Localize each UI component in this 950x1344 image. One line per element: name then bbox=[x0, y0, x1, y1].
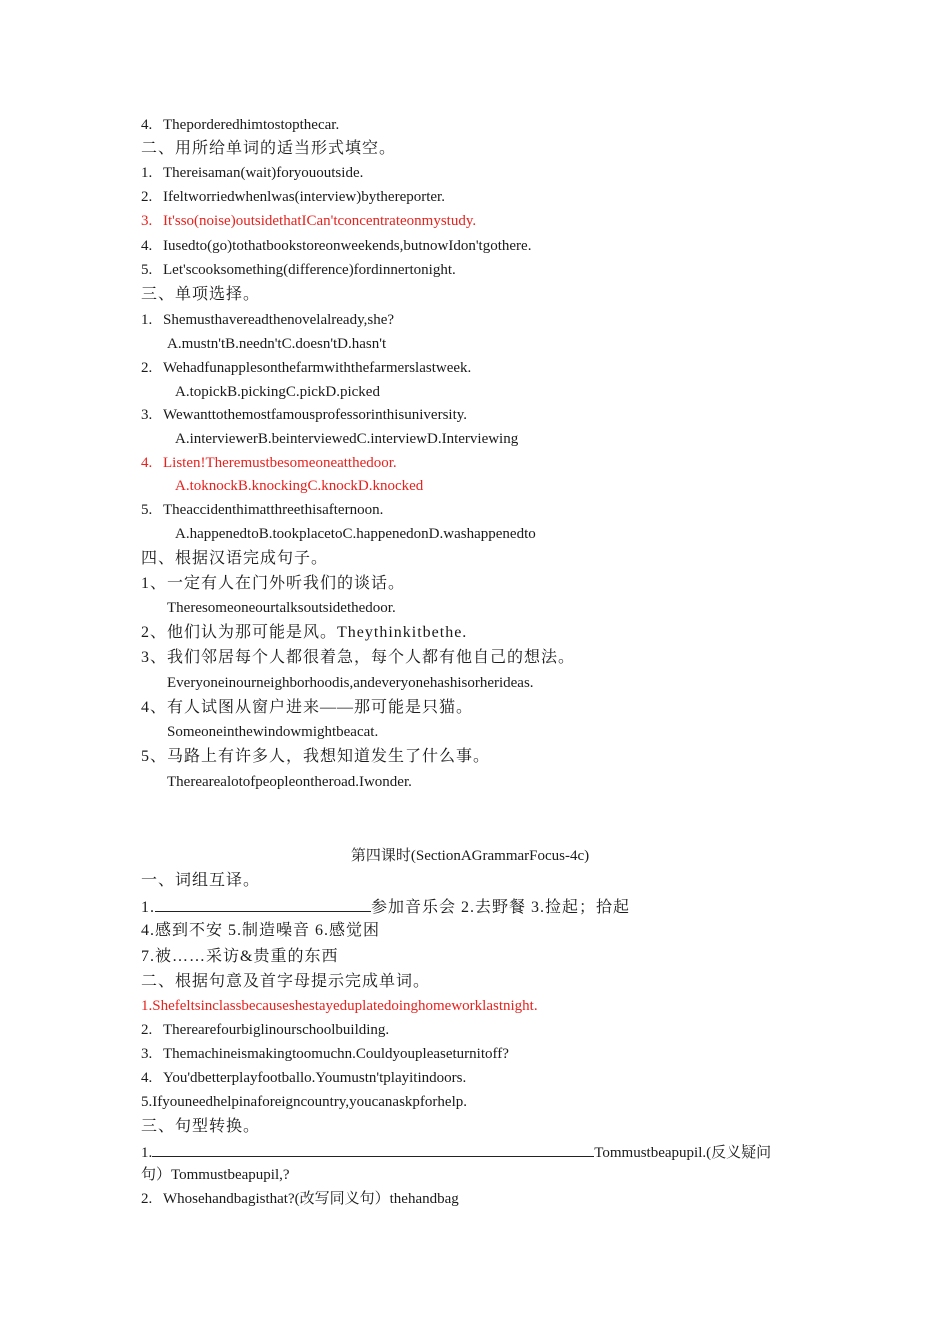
chinese-prompt: 5、马路上有许多人，我想知道发生了什么事。 bbox=[141, 748, 491, 765]
phrase-line: 7.被……采访&贵重的东西 bbox=[141, 948, 339, 965]
answer-options: A.interviewerB.beinterviewedC.interviewD.Interviewing bbox=[175, 431, 519, 447]
question-line: 4. Iusedto(go)tothatbookstoreonweekends,butnowIdon'tgothere. bbox=[141, 238, 532, 254]
question-line-highlighted: 1.Shefeltsinclassbecauseshestayeduplatedoinghomeworklastnight. bbox=[141, 998, 538, 1014]
chinese-prompt: 2、他们认为那可能是风。Theythinkitbethe. bbox=[141, 624, 468, 641]
section-heading: 三、句型转换。 bbox=[141, 1118, 261, 1135]
answer-options: A.topickB.pickingC.pickD.picked bbox=[175, 384, 380, 400]
phrase-line: 4.感到不安 5.制造噪音 6.感觉困 bbox=[141, 922, 381, 939]
chinese-prompt: 4、有人试图从窗户进来——那可能是只猫。 bbox=[141, 699, 474, 716]
question-line: 3. Themachineismakingtoomuchn.Couldyoupleaseturnitoff? bbox=[141, 1046, 509, 1062]
section-heading: 三、单项选择。 bbox=[141, 286, 261, 303]
phrase-line: 1. 参加音乐会 2.去野餐 3.捡起；拾起 bbox=[141, 896, 630, 918]
answer-options-highlighted: A.toknockB.knockingC.knockD.knocked bbox=[175, 478, 424, 494]
section-heading: 四、根据汉语完成句子。 bbox=[141, 550, 329, 567]
question-line: 2. Ifeltworriedwhenlwas(interview)bythereporter. bbox=[141, 189, 445, 205]
question-line: 5.Ifyouneedhelpinaforeigncountry,youcanaskpforhelp. bbox=[141, 1094, 467, 1110]
section-heading: 二、根据句意及首字母提示完成单词。 bbox=[141, 973, 431, 990]
answer-options: A.mustn'tB.needn'tC.doesn'tD.hasn't bbox=[167, 336, 387, 352]
section-heading: 一、词组互译。 bbox=[141, 872, 261, 889]
question-line: 4. Theporderedhimtostopthecar. bbox=[141, 117, 340, 133]
question-line-highlighted: 4. Listen!Theremustbesomeoneatthedoor. bbox=[141, 455, 397, 471]
fill-blank bbox=[155, 896, 371, 912]
question-line: 5. Let'scooksomething(difference)fordinnertonight. bbox=[141, 262, 456, 278]
english-answer: Everyoneinourneighborhoodis,andeveryonehashisorherideas. bbox=[167, 675, 534, 691]
question-line: 3. Wewanttothemostfamousprofessorinthisuniversity. bbox=[141, 407, 468, 423]
question-line: 5. Theaccidenthimatthreethisafternoon. bbox=[141, 502, 384, 518]
english-answer: Therearealotofpeopleontheroad.Iwonder. bbox=[167, 774, 412, 790]
question-line: 4. You'dbetterplayfootballo.Youmustn'tplayitindoors. bbox=[141, 1070, 467, 1086]
english-answer: Someoneinthewindowmightbeacat. bbox=[167, 724, 379, 740]
chinese-prompt: 1、一定有人在门外听我们的谈话。 bbox=[141, 575, 406, 592]
chinese-prompt: 3、我们邻居每个人都很着急，每个人都有他自己的想法。 bbox=[141, 649, 576, 666]
fill-blank bbox=[152, 1141, 594, 1157]
question-line-highlighted: 3. It'sso(noise)outsidethatICan'tconcentrateonmystudy. bbox=[141, 213, 477, 229]
question-line: 1. Shemusthavereadthenovelalready,she? bbox=[141, 312, 395, 328]
question-line: 2. Wehadfunapplesonthefarmwiththefarmerslastweek. bbox=[141, 360, 472, 376]
question-line: 1. Tommustbeapupil.(反义疑问句）Tommustbeapupil,? bbox=[141, 1141, 791, 1186]
english-answer: Theresomeoneourtalksoutsidethedoor. bbox=[167, 600, 396, 616]
question-line: 2. Whosehandbagisthat?(改写同义句）thehandbag bbox=[141, 1191, 459, 1207]
question-line: 2. Therearefourbiglinourschoolbuilding. bbox=[141, 1022, 390, 1038]
lesson-title: 第四课时(SectionAGrammarFocus-4c) bbox=[350, 848, 590, 864]
answer-options: A.happenedtoB.tookplacetoC.happenedonD.washappenedto bbox=[175, 526, 536, 542]
section-heading: 二、用所给单词的适当形式填空。 bbox=[141, 140, 397, 157]
question-line: 1. Thereisaman(wait)foryououtside. bbox=[141, 165, 364, 181]
